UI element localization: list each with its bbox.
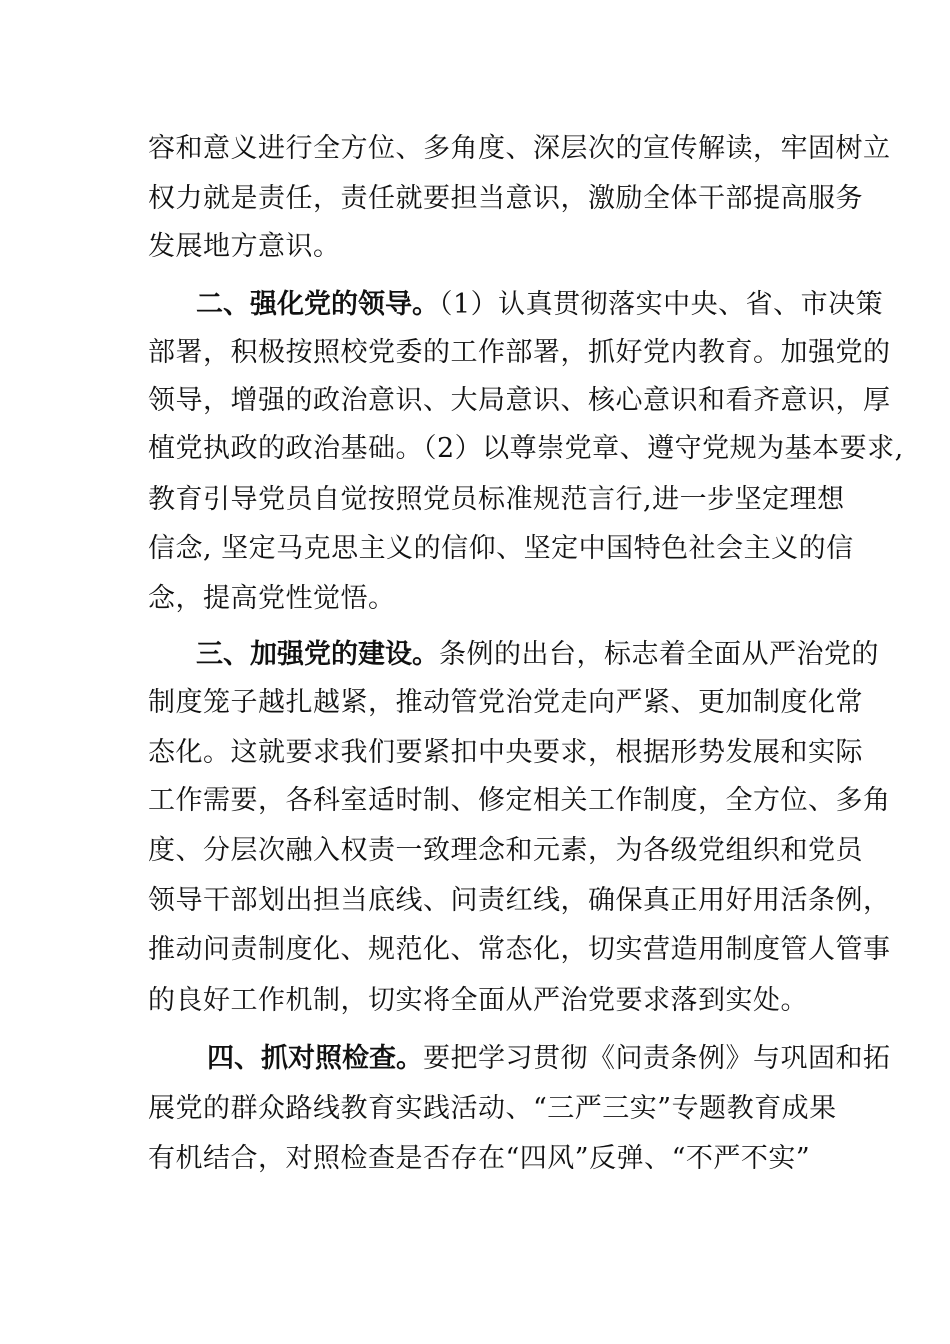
paragraph-line: 展党的群众路线教育实践活动、“三严三实”专题教育成果 [148,1093,837,1124]
section-four-heading: 四、抓对照检查。 [207,1043,423,1074]
paragraph-line: 推动问责制度化、规范化、常态化，切实营造用制度管人管事 [148,934,891,965]
section-three-intro-text: 条例的出台，标志着全面从严治党的 [439,639,879,670]
section-four-intro-text: 要把学习贯彻《问责条例》与巩固和拓 [423,1043,891,1074]
paragraph-line: 容和意义进行全方位、多角度、深层次的宣传解读，牢固树立 [148,133,891,164]
paragraph-line: 念，提高党性觉悟。 [148,583,396,614]
paragraph-line: 工作需要，各科室适时制、修定相关工作制度，全方位、多角 [148,785,891,816]
section-three-heading: 三、加强党的建设。 [196,639,439,670]
paragraph-line: 领导干部划出担当底线、问责红线，确保真正用好用活条例， [148,885,891,916]
paragraph-line: 权力就是责任，责任就要担当意识，激励全体干部提高服务 [148,183,863,214]
section-three-first-line [196,630,879,680]
paragraph-line: 植党执政的政治基础。（2）以尊崇党章、遵守党规为基本要求, [148,433,904,464]
section-two-intro-text: （1）认真贯彻落实中央、省、市决策 [439,289,884,320]
paragraph-line: 的良好工作机制，切实将全面从严治党要求落到实处。 [148,985,808,1016]
paragraph-line: 制度笼子越扎越紧，推动管党治党走向严紧、更加制度化常 [148,687,863,718]
paragraph-line: 领导，增强的政治意识、大局意识、核心意识和看齐意识，厚 [148,385,891,416]
section-two-first-line [196,280,883,330]
paragraph-line: 部署，积极按照校党委的工作部署，抓好党内教育。加强党的 [148,337,891,368]
paragraph-line: 发展地方意识。 [148,231,341,262]
section-four-first-line [207,1034,891,1084]
paragraph-line: 教育引导党员自觉按照党员标准规范言行,进一步坚定理想 [148,484,845,515]
paragraph-line: 度、分层次融入权责一致理念和元素，为各级党组织和党员 [148,835,863,866]
section-two-heading: 二、强化党的领导。 [196,289,439,320]
paragraph-line: 态化。这就要求我们要紧扣中央要求，根据形势发展和实际 [148,737,863,768]
paragraph-line: 有机结合，对照检查是否存在“四风”反弹、“不严不实” [148,1143,811,1174]
paragraph-line: 信念, 坚定马克思主义的信仰、坚定中国特色社会主义的信 [148,533,854,564]
